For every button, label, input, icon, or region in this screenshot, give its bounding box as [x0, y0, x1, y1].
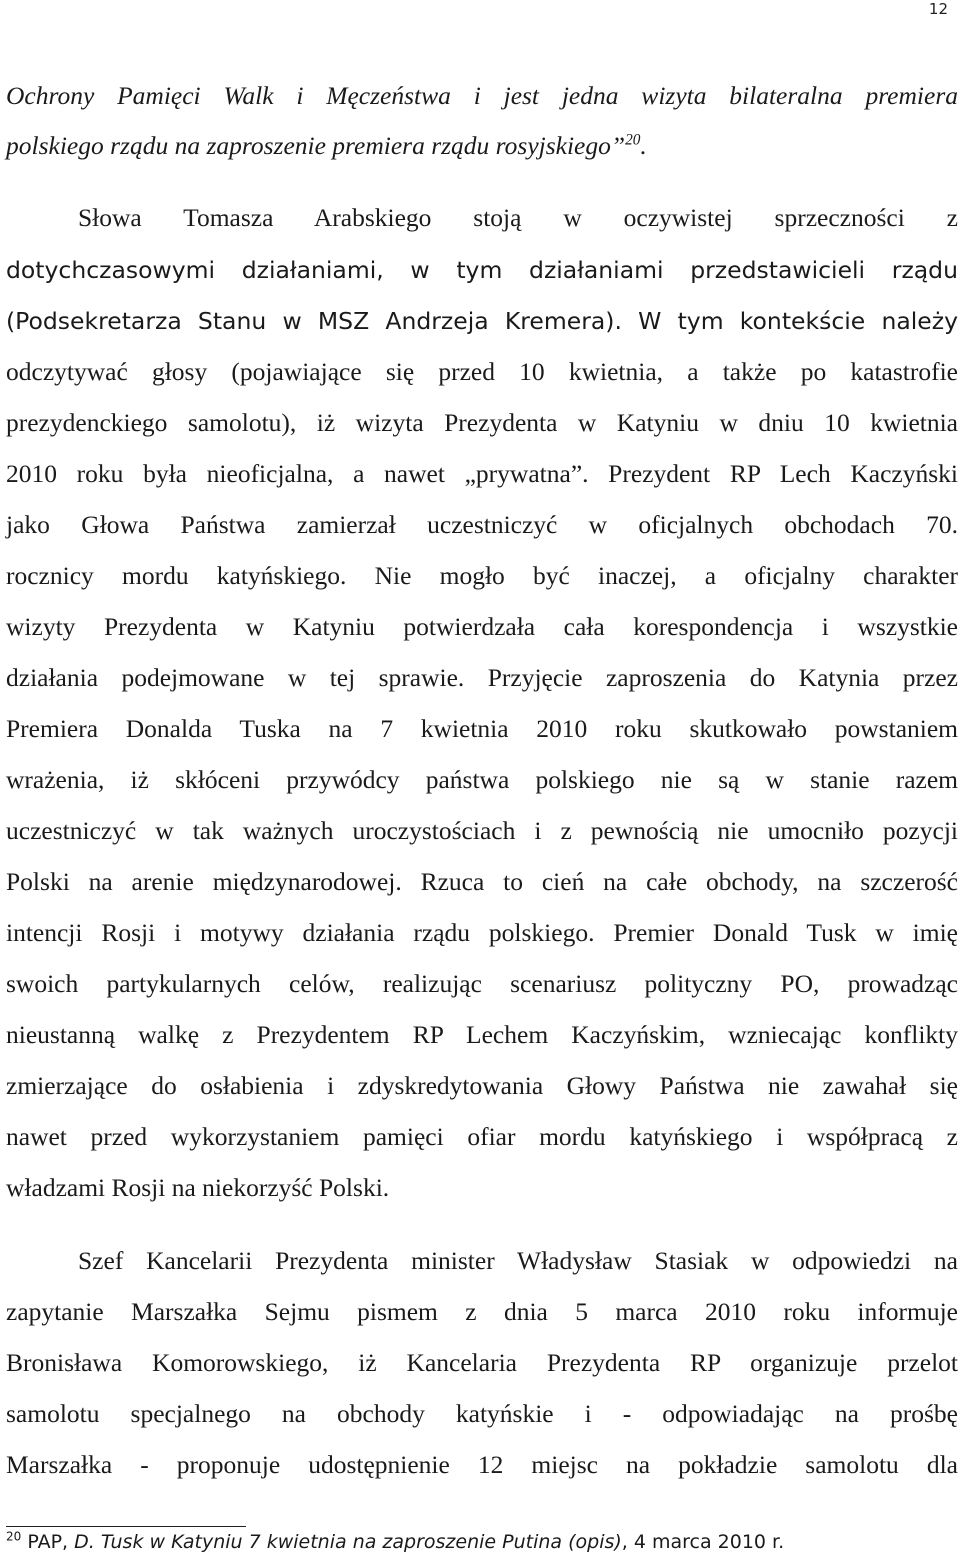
footnote-number: 20 — [6, 1529, 22, 1544]
text-line: uczestniczyć w tak ważnych uroczystościach i z pewnością nie umocniło pozycji — [6, 816, 958, 845]
period: . — [640, 131, 647, 160]
text-line: Polski na arenie międzynarodowej. Rzuca to cień na całe obchody, na szczerość — [6, 867, 958, 896]
text-line: działania podejmowane w tej sprawie. Przyjęcie zaproszenia do Katynia przez — [6, 663, 958, 692]
text-line: wrażenia, iż skłóceni przywódcy państwa polskiego nie są w stanie razem — [6, 765, 958, 794]
page-number: 12 — [928, 0, 948, 18]
footnote-title: D. Tusk w Katyniu 7 kwietnia na zaproszenie Putina (opis) — [74, 1531, 622, 1553]
text-line: zapytanie Marszałka Sejmu pismem z dnia 5 marca 2010 roku informuje — [6, 1297, 958, 1326]
text-line: nawet przed wykorzystaniem pamięci ofiar mordu katyńskiego i współpracą z — [6, 1122, 958, 1151]
text-line: 2010 roku była nieoficjalna, a nawet „prywatna”. Prezydent RP Lech Kaczyński — [6, 459, 958, 488]
footnote-suffix: , 4 marca 2010 r. — [621, 1531, 785, 1553]
text-line-content: polskiego rządu na zaproszenie premiera rządu rosyjskiego” — [6, 131, 626, 160]
footnote — [6, 1531, 784, 1553]
text-line: rocznicy mordu katyńskiego. Nie mogło być inaczej, a oficjalny charakter — [6, 561, 958, 590]
text-line: nieustanną walkę z Prezydentem RP Lechem Kaczyńskim, wzniecając konflikty — [6, 1020, 958, 1049]
footnote-prefix: PAP, — [27, 1531, 75, 1553]
text-line: Bronisława Komorowskiego, iż Kancelaria Prezydenta RP organizuje przelot — [6, 1348, 958, 1377]
text-line: Marszałka - proponuje udostępnienie 12 miejsc na pokładzie samolotu dla — [6, 1450, 958, 1479]
text-line: (Podsekretarza Stanu w MSZ Andrzeja Kremera). W tym kontekście należy — [6, 307, 958, 335]
footnote-ref: 20 — [625, 131, 641, 149]
text-line: wizyty Prezydenta w Katyniu potwierdzała cała korespondencja i wszystkie — [6, 612, 958, 641]
text-line: swoich partykularnych celów, realizując scenariusz polityczny PO, prowadząc — [6, 969, 958, 998]
text-line: Ochrony Pamięci Walk i Męczeństwa i jest jedna wizyta bilateralna premiera — [6, 81, 958, 110]
text-line: odczytywać głosy (pojawiające się przed 10 kwietnia, a także po katastrofie — [6, 357, 958, 386]
text-line: intencji Rosji i motywy działania rządu polskiego. Premier Donald Tusk w imię — [6, 918, 958, 947]
text-line: Szef Kancelarii Prezydenta minister Władysław Stasiak w odpowiedzi na — [78, 1246, 958, 1275]
text-line — [6, 130, 647, 162]
text-line: samolotu specjalnego na obchody katyńskie i - odpowiadając na prośbę — [6, 1399, 958, 1428]
text-line: władzami Rosji na niekorzyść Polski. — [6, 1173, 390, 1202]
text-line: prezydenckiego samolotu), iż wizyta Prezydenta w Katyniu w dniu 10 kwietnia — [6, 408, 958, 437]
footnote-separator — [6, 1526, 246, 1527]
text-line: zmierzające do osłabienia i zdyskredytowania Głowy Państwa nie zawahał się — [6, 1071, 958, 1100]
text-line: Słowa Tomasza Arabskiego stoją w oczywistej sprzeczności z — [78, 203, 958, 232]
text-line: Premiera Donalda Tuska na 7 kwietnia 2010 roku skutkowało powstaniem — [6, 714, 958, 743]
text-line: dotychczasowymi działaniami, w tym działaniami przedstawicieli rządu — [6, 256, 958, 284]
text-line: jako Głowa Państwa zamierzał uczestniczyć w oficjalnych obchodach 70. — [6, 510, 958, 539]
